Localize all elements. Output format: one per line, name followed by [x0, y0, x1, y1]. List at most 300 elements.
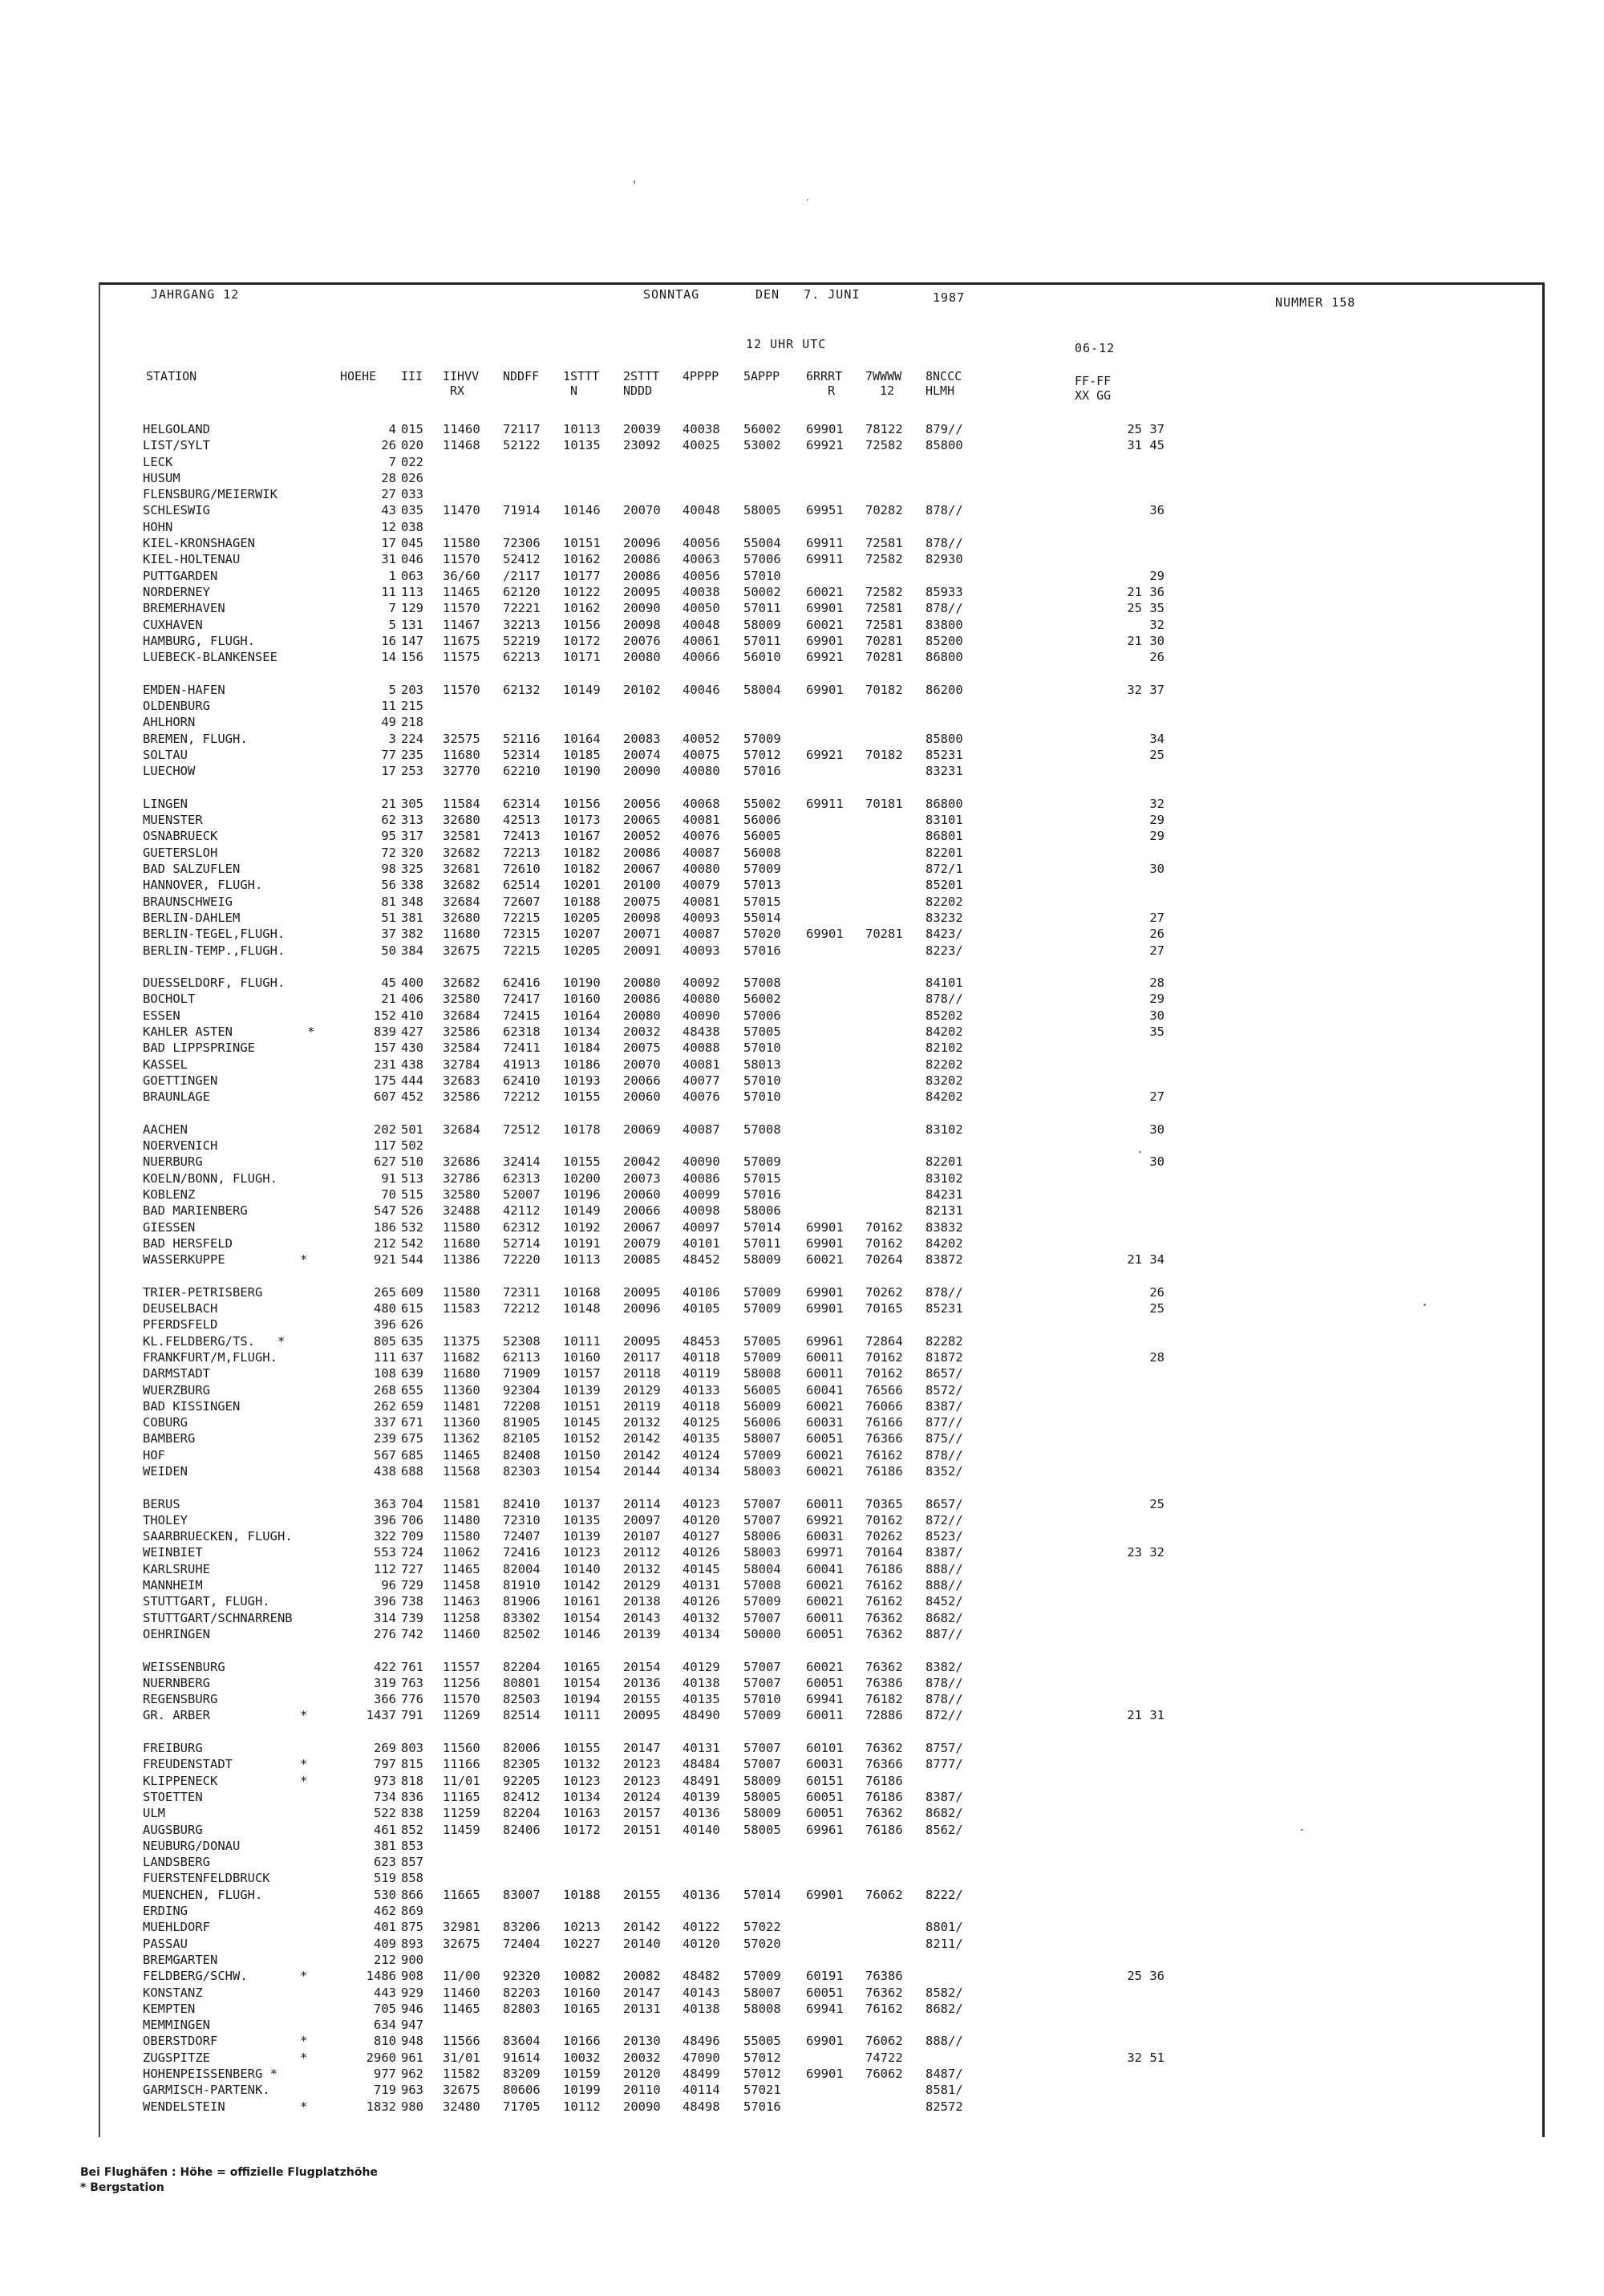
- station-id: 317: [401, 829, 423, 844]
- code-group: 11570: [443, 682, 480, 697]
- code-group: 70182: [865, 747, 903, 762]
- wind-gust: 32: [1149, 796, 1165, 811]
- station-height: 1486: [366, 1969, 396, 1984]
- wind-gust: 25 37: [1127, 422, 1165, 436]
- code-group: 10164: [563, 731, 601, 746]
- station-height: 607: [374, 1089, 396, 1105]
- station-height: 422: [374, 1659, 396, 1674]
- station-id: 046: [401, 552, 423, 567]
- code-group: 40101: [683, 1235, 720, 1251]
- code-group: 8387/: [926, 1789, 963, 1804]
- code-group: 10137: [563, 1496, 601, 1511]
- code-group: 10191: [563, 1235, 601, 1251]
- code-group: 57006: [743, 1008, 781, 1023]
- station-height: 381: [374, 1838, 396, 1853]
- station-id: 675: [401, 1431, 423, 1446]
- code-group: 57009: [743, 1284, 781, 1300]
- code-group: 40120: [683, 1512, 720, 1527]
- station-height: 973: [374, 1773, 396, 1788]
- code-group: 10184: [563, 1041, 601, 1056]
- code-group: 72407: [503, 1529, 541, 1544]
- station-name: PASSAU: [143, 1936, 188, 1951]
- station-height: 17: [381, 764, 396, 779]
- code-group: 20131: [623, 2001, 661, 2016]
- code-group: 82303: [503, 1464, 541, 1479]
- code-group: 20119: [623, 1398, 661, 1414]
- code-group: 81872: [926, 1349, 963, 1365]
- code-group: 10196: [563, 1187, 601, 1202]
- station-height: 366: [374, 1692, 396, 1707]
- code-group: 20123: [623, 1773, 661, 1788]
- code-group: 20095: [623, 1284, 661, 1300]
- code-group: 20085: [623, 1252, 661, 1268]
- station-name: HAMBURG, FLUGH.: [143, 633, 255, 648]
- code-group: 11580: [443, 536, 480, 551]
- station-height: 95: [381, 829, 396, 844]
- code-group: 11680: [443, 927, 480, 942]
- code-group: 82930: [926, 552, 963, 567]
- station-name: MUEHLDORF: [143, 1920, 210, 1935]
- wind-gust: 25 35: [1127, 601, 1165, 616]
- code-group: 31/01: [443, 2050, 480, 2065]
- code-group: 888//: [926, 1578, 963, 1593]
- code-group: 76362: [865, 1985, 903, 2000]
- station-height: 21: [381, 992, 396, 1007]
- wind-gust: 21 31: [1127, 1708, 1165, 1723]
- code-group: 10146: [563, 503, 601, 518]
- code-group: 32684: [443, 1122, 480, 1137]
- station-name: KL.FELDBERG/TS. *: [143, 1333, 286, 1349]
- code-group: 11259: [443, 1806, 480, 1821]
- code-group: 83101: [926, 813, 963, 828]
- code-group: 48490: [683, 1708, 720, 1723]
- station-name: AACHEN: [143, 1122, 188, 1137]
- code-group: 74722: [865, 2050, 903, 2065]
- station-id: 131: [401, 617, 423, 632]
- station-name: BRAUNSCHWEIG: [143, 894, 233, 909]
- wind-gust: 27: [1149, 1089, 1165, 1105]
- station-name: THOLEY: [143, 1512, 188, 1527]
- footnote-mountain: * Bergstation: [80, 2181, 164, 2194]
- code-group: 10155: [563, 1741, 601, 1756]
- station-name: ERDING: [143, 1904, 188, 1919]
- code-group: 20079: [623, 1235, 661, 1251]
- code-group: 40120: [683, 1936, 720, 1951]
- code-group: 86200: [926, 682, 963, 697]
- code-group: 57009: [743, 1447, 781, 1462]
- code-group: 10161: [563, 1594, 601, 1609]
- station-id: 706: [401, 1512, 423, 1527]
- station-name: BAD KISSINGEN: [143, 1398, 241, 1414]
- code-group: 40140: [683, 1822, 720, 1837]
- station-name: OLDENBURG: [143, 699, 210, 714]
- station-id: 980: [401, 2099, 423, 2114]
- code-group: 82131: [926, 1203, 963, 1219]
- station-name: LUECHOW: [143, 764, 196, 779]
- code-group: 8757/: [926, 1741, 963, 1756]
- wind-gust: 36: [1149, 503, 1165, 518]
- code-group: 82572: [926, 2099, 963, 2114]
- station-name: HOHN: [143, 519, 173, 534]
- code-group: 57009: [743, 1349, 781, 1365]
- station-height: 212: [374, 1235, 396, 1251]
- code-group: 20066: [623, 1073, 661, 1088]
- code-group: 11468: [443, 438, 480, 453]
- col-8nccc: 8NCCC HLMH: [926, 369, 962, 398]
- station-id: 224: [401, 731, 423, 746]
- code-group: 72582: [865, 552, 903, 567]
- code-group: 57012: [743, 747, 781, 762]
- station-height: 152: [374, 1008, 396, 1023]
- code-group: 76186: [865, 1822, 903, 1837]
- code-group: 60021: [806, 1578, 844, 1593]
- code-group: 11/01: [443, 1773, 480, 1788]
- wind-gust: 30: [1149, 1122, 1165, 1137]
- code-group: 10139: [563, 1382, 601, 1397]
- station-height: 268: [374, 1382, 396, 1397]
- code-group: 40143: [683, 1985, 720, 2000]
- wind-gust: 21 30: [1127, 633, 1165, 648]
- code-group: 69901: [806, 633, 844, 648]
- code-group: 8682/: [926, 1610, 963, 1625]
- code-group: 20042: [623, 1154, 661, 1170]
- scan-speck: [1424, 1304, 1426, 1306]
- code-group: 10178: [563, 1122, 601, 1137]
- station-id: 929: [401, 1985, 423, 2000]
- code-group: 57009: [743, 731, 781, 746]
- code-group: 20155: [623, 1692, 661, 1707]
- code-group: 57013: [743, 878, 781, 893]
- station-height: 1832: [366, 2099, 396, 2114]
- code-group: 52314: [503, 747, 541, 762]
- code-group: 69941: [806, 1692, 844, 1707]
- code-group: 20100: [623, 878, 661, 893]
- code-group: 20147: [623, 1741, 661, 1756]
- station-name: BERLIN-TEGEL,FLUGH.: [143, 927, 286, 942]
- station-name: LUEBECK-BLANKENSEE: [143, 650, 277, 665]
- wind-gust: 26: [1149, 650, 1165, 665]
- code-group: 82282: [926, 1333, 963, 1349]
- code-group: 10192: [563, 1219, 601, 1235]
- code-group: 82408: [503, 1447, 541, 1462]
- station-name: KEMPTEN: [143, 2001, 196, 2016]
- code-group: 8657/: [926, 1366, 963, 1381]
- wind-gust: 35: [1149, 1024, 1165, 1039]
- code-group: 40139: [683, 1789, 720, 1804]
- wind-gust: 30: [1149, 1154, 1165, 1170]
- code-group: 85800: [926, 731, 963, 746]
- code-group: 69911: [806, 536, 844, 551]
- code-group: 71909: [503, 1366, 541, 1381]
- code-group: 53002: [743, 438, 781, 453]
- code-group: 76186: [865, 1789, 903, 1804]
- station-id: 738: [401, 1594, 423, 1609]
- code-group: 11582: [443, 2066, 480, 2081]
- code-group: 57008: [743, 1578, 781, 1593]
- code-group: 20142: [623, 1920, 661, 1935]
- code-group: 81906: [503, 1594, 541, 1609]
- station-id: 615: [401, 1301, 423, 1316]
- code-group: 8211/: [926, 1936, 963, 1951]
- code-group: 83872: [926, 1252, 963, 1268]
- code-group: 60021: [806, 1594, 844, 1609]
- code-group: 57014: [743, 1887, 781, 1902]
- wind-gust: 25: [1149, 747, 1165, 762]
- code-group: 10148: [563, 1301, 601, 1316]
- station-id: 502: [401, 1138, 423, 1154]
- code-group: 58009: [743, 617, 781, 632]
- station-name: MANNHEIM: [143, 1578, 203, 1593]
- code-group: 32586: [443, 1089, 480, 1105]
- code-group: 76062: [865, 1887, 903, 1902]
- code-group: 10154: [563, 1675, 601, 1690]
- code-group: 57007: [743, 1610, 781, 1625]
- code-group: 10155: [563, 1089, 601, 1105]
- code-group: 11269: [443, 1708, 480, 1723]
- station-height: 239: [374, 1431, 396, 1446]
- code-group: 10134: [563, 1024, 601, 1039]
- code-group: 57016: [743, 764, 781, 779]
- code-group: 69911: [806, 552, 844, 567]
- code-group: 76186: [865, 1561, 903, 1576]
- code-group: 40135: [683, 1692, 720, 1707]
- col-1sttt: 1STTT N: [563, 369, 600, 398]
- station-name: BAD MARIENBERG: [143, 1203, 248, 1219]
- code-group: 10227: [563, 1936, 601, 1951]
- code-group: 57010: [743, 1073, 781, 1088]
- station-id: 147: [401, 633, 423, 648]
- code-group: 83007: [503, 1887, 541, 1902]
- station-id: 948: [401, 2034, 423, 2049]
- station-id: 501: [401, 1122, 423, 1137]
- code-group: 40038: [683, 422, 720, 436]
- station-id: 857: [401, 1855, 423, 1870]
- code-group: 40118: [683, 1349, 720, 1365]
- code-group: 10160: [563, 1985, 601, 2000]
- code-group: 20144: [623, 1464, 661, 1479]
- code-group: 10154: [563, 1610, 601, 1625]
- code-group: 83206: [503, 1920, 541, 1935]
- code-group: 72607: [503, 894, 541, 909]
- code-group: 10190: [563, 764, 601, 779]
- station-height: 96: [381, 1578, 396, 1593]
- code-group: 57012: [743, 2066, 781, 2081]
- wind-gust: 31 45: [1127, 438, 1165, 453]
- code-group: 10032: [563, 2050, 601, 2065]
- station-height: 553: [374, 1545, 396, 1560]
- code-group: 10134: [563, 1789, 601, 1804]
- station-name: FUERSTENFELDBRUCK: [143, 1871, 270, 1886]
- code-group: 32680: [443, 813, 480, 828]
- code-group: 60051: [806, 1431, 844, 1446]
- station-height: 70: [381, 1187, 396, 1202]
- code-group: 8801/: [926, 1920, 963, 1935]
- code-group: 70165: [865, 1301, 903, 1316]
- code-group: 40122: [683, 1920, 720, 1935]
- code-group: 72512: [503, 1122, 541, 1137]
- code-group: 83202: [926, 1073, 963, 1088]
- code-group: 72221: [503, 601, 541, 616]
- code-group: 20090: [623, 764, 661, 779]
- code-group: 57009: [743, 1969, 781, 1984]
- code-group: 20114: [623, 1496, 661, 1511]
- code-group: 60021: [806, 1252, 844, 1268]
- code-group: 20124: [623, 1789, 661, 1804]
- station-id: 639: [401, 1366, 423, 1381]
- station-height: 705: [374, 2001, 396, 2016]
- code-group: 10166: [563, 2034, 601, 2049]
- station-id: 836: [401, 1789, 423, 1804]
- code-group: 40097: [683, 1219, 720, 1235]
- code-group: 11256: [443, 1675, 480, 1690]
- code-group: 32581: [443, 829, 480, 844]
- code-group: 20154: [623, 1659, 661, 1674]
- code-group: 83604: [503, 2034, 541, 2049]
- code-group: 40129: [683, 1659, 720, 1674]
- station-id: 305: [401, 796, 423, 811]
- code-group: 76162: [865, 1578, 903, 1593]
- wind-gust: 29: [1149, 568, 1165, 583]
- code-group: 11580: [443, 1219, 480, 1235]
- code-group: 32580: [443, 992, 480, 1007]
- station-height: 3: [388, 731, 396, 746]
- code-group: 57011: [743, 633, 781, 648]
- code-group: 48484: [683, 1757, 720, 1772]
- code-group: 10205: [563, 910, 601, 925]
- code-group: 20139: [623, 1626, 661, 1641]
- station-height: 12: [381, 519, 396, 534]
- station-height: 62: [381, 813, 396, 828]
- station-name: PUTTGARDEN: [143, 568, 218, 583]
- code-group: 82410: [503, 1496, 541, 1511]
- code-group: 32683: [443, 1073, 480, 1088]
- station-height: 7: [388, 454, 396, 469]
- station-name: STUTTGART/SCHNARRENB: [143, 1610, 293, 1625]
- code-group: 82305: [503, 1757, 541, 1772]
- station-id: 875: [401, 1920, 423, 1935]
- code-group: 57010: [743, 568, 781, 583]
- code-group: 40133: [683, 1382, 720, 1397]
- code-group: 20155: [623, 1887, 661, 1902]
- station-height: 797: [374, 1757, 396, 1772]
- code-group: 57016: [743, 2099, 781, 2114]
- code-group: 55014: [743, 910, 781, 925]
- code-group: 11458: [443, 1578, 480, 1593]
- code-group: 62410: [503, 1073, 541, 1088]
- station-height: 77: [381, 747, 396, 762]
- code-group: 84202: [926, 1235, 963, 1251]
- code-group: 52308: [503, 1333, 541, 1349]
- code-group: 81905: [503, 1415, 541, 1430]
- station-name: KLIPPENECK *: [143, 1773, 308, 1788]
- code-group: 10193: [563, 1073, 601, 1088]
- code-group: 60011: [806, 1708, 844, 1723]
- code-group: 42112: [503, 1203, 541, 1219]
- code-group: 69901: [806, 601, 844, 616]
- station-height: 921: [374, 1252, 396, 1268]
- code-group: 60031: [806, 1415, 844, 1430]
- code-group: 32682: [443, 878, 480, 893]
- station-id: 513: [401, 1170, 423, 1186]
- code-group: 84202: [926, 1024, 963, 1039]
- station-name: BAD LIPPSPRINGE: [143, 1041, 255, 1056]
- code-group: 48482: [683, 1969, 720, 1984]
- code-group: 76566: [865, 1382, 903, 1397]
- station-name: GR. ARBER *: [143, 1708, 308, 1723]
- code-group: 82105: [503, 1431, 541, 1446]
- code-group: 48438: [683, 1024, 720, 1039]
- code-group: 82102: [926, 1041, 963, 1056]
- station-height: 202: [374, 1122, 396, 1137]
- station-id: 704: [401, 1496, 423, 1511]
- code-group: 72306: [503, 536, 541, 551]
- station-name: AHLHORN: [143, 715, 196, 730]
- code-group: 10199: [563, 2083, 601, 2098]
- code-group: 20132: [623, 1561, 661, 1576]
- code-group: 82503: [503, 1692, 541, 1707]
- code-group: 41913: [503, 1057, 541, 1072]
- wind-gust: 26: [1149, 1284, 1165, 1300]
- station-height: 5: [388, 682, 396, 697]
- code-group: 40098: [683, 1203, 720, 1219]
- code-group: 58006: [743, 1203, 781, 1219]
- code-group: 57007: [743, 1496, 781, 1511]
- code-group: 11480: [443, 1512, 480, 1527]
- station-name: SOLTAU: [143, 747, 188, 762]
- station-id: 515: [401, 1187, 423, 1202]
- station-name: KASSEL: [143, 1057, 188, 1072]
- code-group: 8657/: [926, 1496, 963, 1511]
- code-group: 10188: [563, 894, 601, 909]
- station-id: 742: [401, 1626, 423, 1641]
- code-group: 8682/: [926, 1806, 963, 1821]
- code-group: 10194: [563, 1692, 601, 1707]
- code-group: 92320: [503, 1969, 541, 1984]
- station-height: 262: [374, 1398, 396, 1414]
- code-group: 50000: [743, 1626, 781, 1641]
- code-group: 8777/: [926, 1757, 963, 1772]
- code-group: 57005: [743, 1333, 781, 1349]
- code-group: 60021: [806, 1464, 844, 1479]
- code-group: 11465: [443, 584, 480, 599]
- station-height: 462: [374, 1904, 396, 1919]
- station-height: 322: [374, 1529, 396, 1544]
- code-group: 11470: [443, 503, 480, 518]
- code-group: 32681: [443, 862, 480, 877]
- code-group: 20098: [623, 617, 661, 632]
- code-group: 878//: [926, 1675, 963, 1690]
- code-group: 11680: [443, 1235, 480, 1251]
- station-name: NUERNBERG: [143, 1675, 210, 1690]
- code-group: 69901: [806, 2034, 844, 2049]
- station-name: CUXHAVEN: [143, 617, 203, 632]
- code-group: 20096: [623, 1301, 661, 1316]
- code-group: 56002: [743, 422, 781, 436]
- code-group: 58004: [743, 1561, 781, 1576]
- code-group: 72315: [503, 927, 541, 942]
- col-station: STATION: [146, 369, 197, 383]
- code-group: 70262: [865, 1284, 903, 1300]
- code-group: 8452/: [926, 1594, 963, 1609]
- code-group: 72212: [503, 1089, 541, 1105]
- station-id: 961: [401, 2050, 423, 2065]
- station-name: SCHLESWIG: [143, 503, 210, 518]
- code-group: 11375: [443, 1333, 480, 1349]
- code-group: 11580: [443, 1529, 480, 1544]
- code-group: 40080: [683, 992, 720, 1007]
- code-group: 57016: [743, 943, 781, 958]
- code-group: 40068: [683, 796, 720, 811]
